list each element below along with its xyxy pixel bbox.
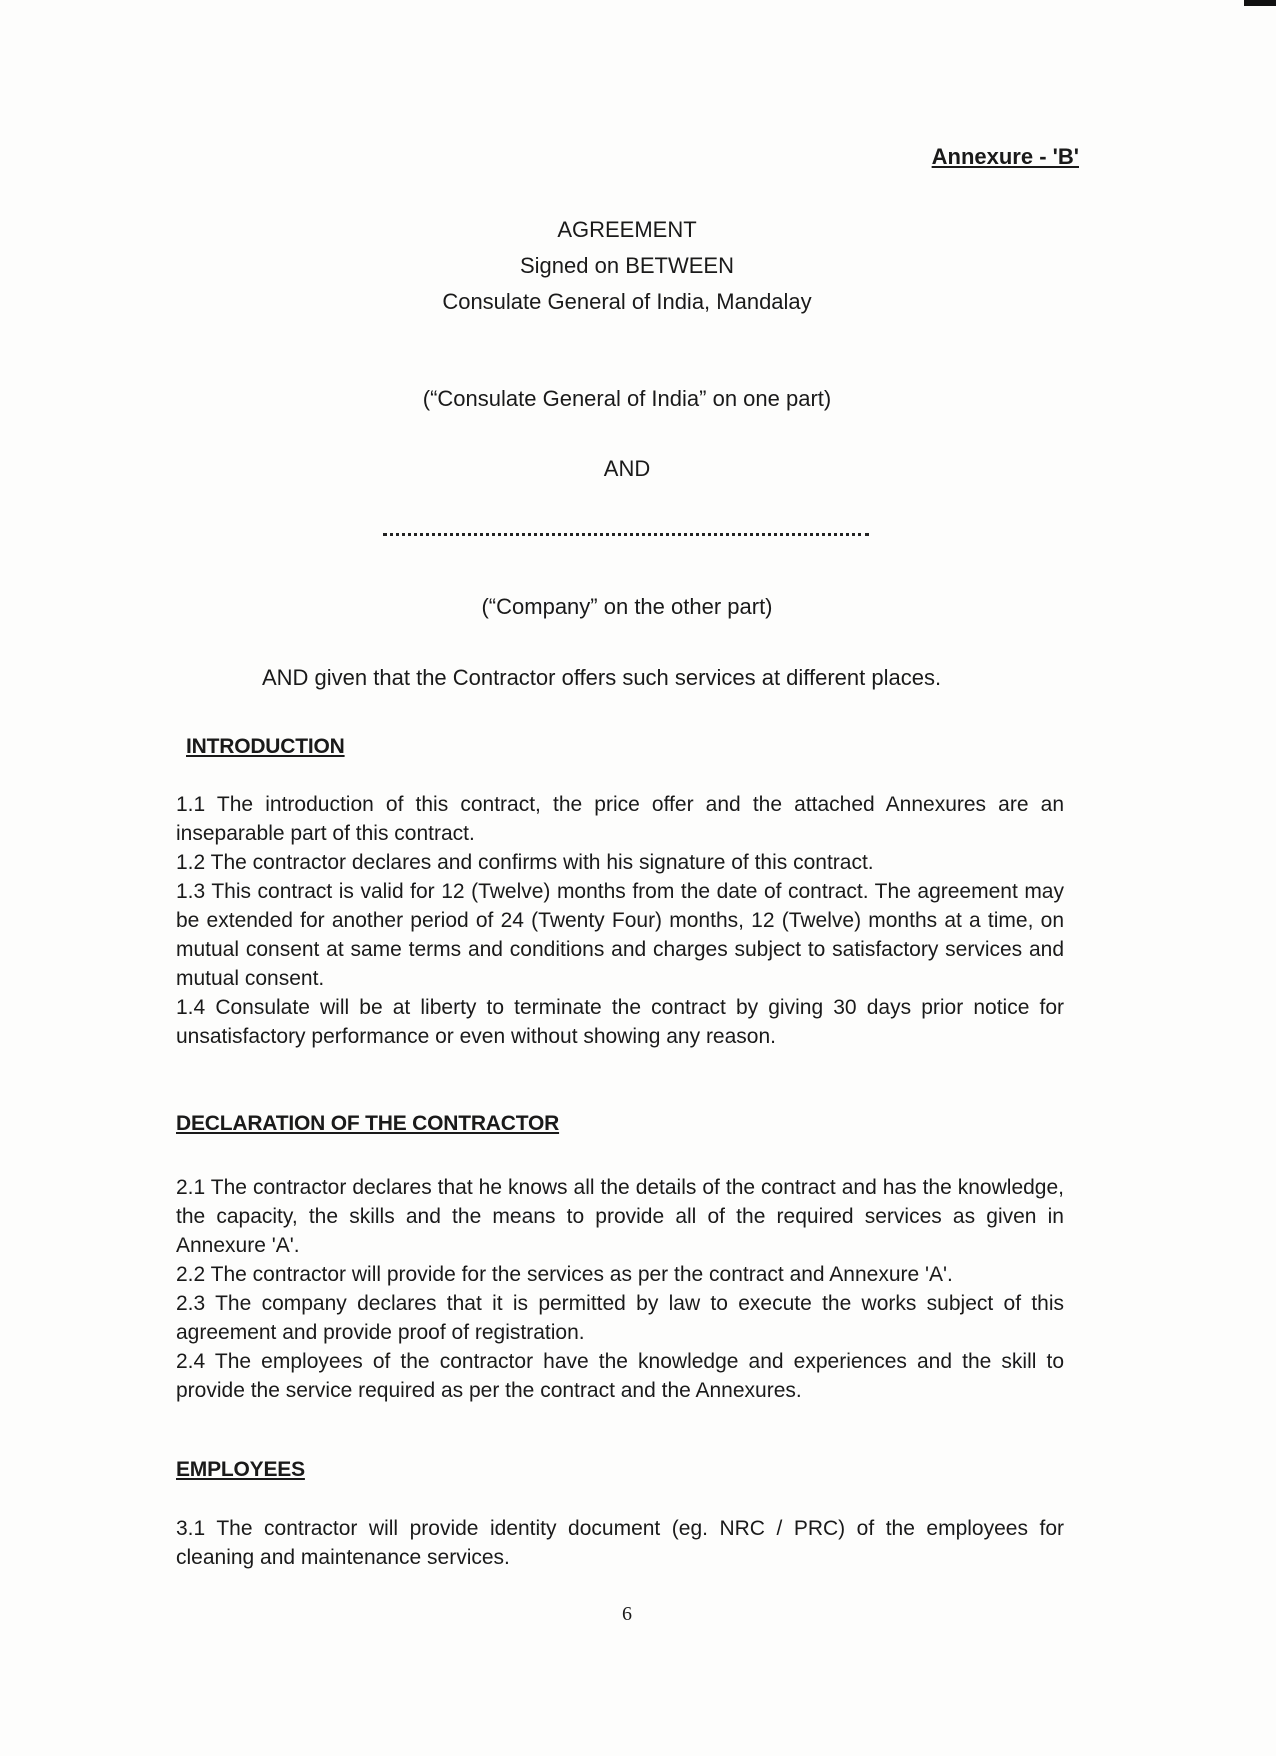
introduction-heading: INTRODUCTION [186, 735, 345, 758]
clause-1-3: 1.3 This contract is valid for 12 (Twelve) months from the date of contract. The agreement may be extended for another period of 24 (Twenty Four) months, 12 (Twelve) months at a time, on mutual consent at same terms and conditions and charges subject to satisfactory services and mutual consent. [176, 880, 1064, 990]
given-that-line: AND given that the Contractor offers such services at different places. [262, 665, 942, 690]
clause-1-1: 1.1 The introduction of this contract, the price offer and the attached Annexures are an inseparable part of this contract. [176, 793, 1064, 845]
clause-1-2: 1.2 The contractor declares and confirms with his signature of this contract. [176, 851, 874, 874]
clause-2-4: 2.4 The employees of the contractor have the knowledge and experiences and the skill to provide the service required as per the contract and the Annexures. [176, 1350, 1064, 1402]
company-name-blank [383, 533, 869, 536]
party-name-line: Consulate General of India, Mandalay [442, 289, 812, 314]
employees-heading: EMPLOYEES [176, 1458, 305, 1481]
clause-2-2: 2.2 The contractor will provide for the services as per the contract and Annexure 'A'. [176, 1263, 953, 1286]
clause-2-1: 2.1 The contractor declares that he knows all the details of the contract and has the knowledge, the capacity, the skills and the means to provide all of the required services as given in Annexure 'A'. [176, 1176, 1064, 1257]
second-party-line: (“Company” on the other part) [481, 594, 773, 619]
signed-on-line: Signed on BETWEEN [520, 253, 734, 278]
page-number: 6 [622, 1603, 632, 1625]
scan-corner-mark [1244, 0, 1276, 6]
annexure-label: Annexure - 'B' [931, 144, 1079, 169]
clause-2-3: 2.3 The company declares that it is permitted by law to execute the works subject of this agreement and provide proof of registration. [176, 1292, 1064, 1344]
and-separator: AND [603, 456, 651, 481]
agreement-title: AGREEMENT [557, 217, 697, 242]
declaration-clauses [176, 1173, 1064, 1405]
clause-1-4: 1.4 Consulate will be at liberty to terminate the contract by giving 30 days prior notice for unsatisfactory performance or even without showing any reason. [176, 996, 1064, 1048]
declaration-heading: DECLARATION OF THE CONTRACTOR [176, 1112, 560, 1135]
clause-3-1: 3.1 The contractor will provide identity document (eg. NRC / PRC) of the employees for cleaning and maintenance services. [176, 1517, 1064, 1569]
first-party-line: (“Consulate General of India” on one part) [422, 386, 832, 411]
employees-clauses [176, 1514, 1064, 1572]
introduction-clauses [176, 790, 1064, 1051]
